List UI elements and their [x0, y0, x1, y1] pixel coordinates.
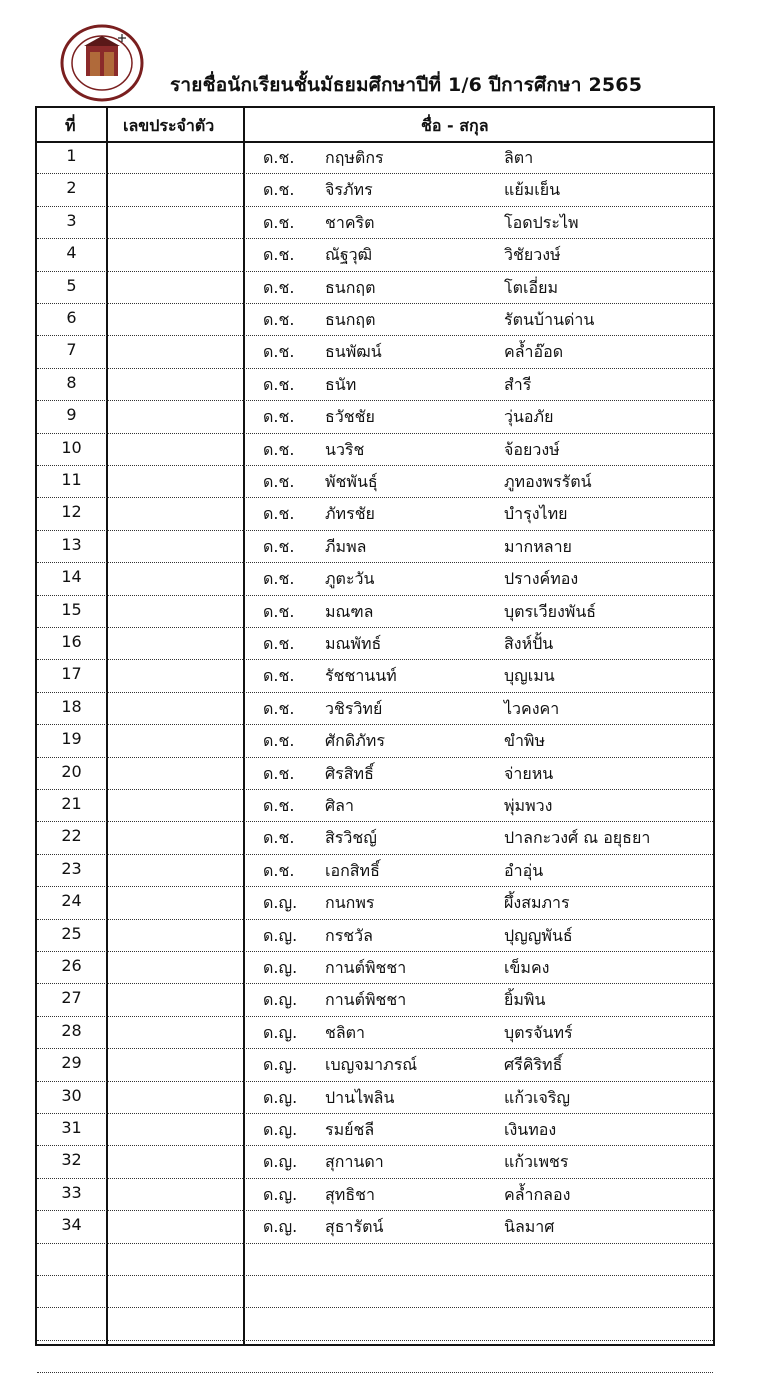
row-number: 8 — [66, 372, 77, 392]
student-roster-table — [35, 106, 715, 1346]
table-row — [37, 789, 713, 822]
last-name: ลิตา — [504, 148, 534, 167]
first-name: ธนพัฒน์ — [325, 342, 382, 362]
last-name: บุตรเวียงพันธ์ — [504, 601, 597, 621]
row-number: 33 — [61, 1182, 82, 1202]
name-prefix: ด.ช. — [263, 763, 295, 783]
row-number: 9 — [66, 405, 77, 425]
table-row — [37, 821, 713, 854]
last-name: วิชัยวงษ์ — [504, 245, 561, 265]
header-student-id: เลขประจำตัว — [123, 116, 215, 135]
first-name: มณฑล — [325, 601, 374, 621]
name-prefix: ด.ช. — [263, 536, 295, 556]
last-name: แก้วเพชร — [504, 1152, 569, 1172]
name-prefix: ด.ช. — [263, 504, 295, 524]
row-number: 30 — [61, 1085, 82, 1105]
table-row — [37, 1275, 713, 1308]
last-name: จ้อยวงษ์ — [504, 439, 560, 459]
last-name: แก้วเจริญ — [504, 1087, 571, 1107]
first-name: ศักดิภัทร — [325, 731, 385, 751]
name-prefix: ด.ช. — [263, 180, 295, 200]
table-row — [37, 335, 713, 368]
row-number: 12 — [61, 502, 82, 522]
row-number: 26 — [61, 956, 82, 975]
row-number: 5 — [66, 275, 77, 295]
first-name: กฤษติกร — [325, 148, 384, 167]
name-prefix: ด.ญ. — [263, 1217, 298, 1237]
first-name: สุกานดา — [325, 1152, 384, 1172]
table-row — [37, 919, 713, 952]
first-name: เบญจมาภรณ์ — [325, 1055, 418, 1075]
first-name: รมย์ชลี — [325, 1120, 375, 1139]
name-prefix: ด.ช. — [263, 212, 295, 232]
table-row — [37, 983, 713, 1016]
row-number: 10 — [61, 437, 82, 457]
first-name: ชาคริต — [325, 212, 375, 232]
name-prefix: ด.ช. — [263, 634, 295, 653]
name-prefix: ด.ช. — [263, 569, 295, 589]
last-name: อำอุ่น — [504, 860, 544, 880]
table-row — [37, 1307, 713, 1340]
table-row — [37, 1145, 713, 1178]
last-name: ยิ้มพิน — [504, 990, 546, 1010]
table-row — [37, 271, 713, 304]
first-name: กนกพร — [325, 893, 375, 913]
table-row — [37, 1081, 713, 1114]
last-name: ผึ้งสมภาร — [504, 893, 570, 913]
name-prefix: ด.ช. — [263, 342, 295, 362]
first-name: ภีมพล — [325, 536, 367, 556]
name-prefix: ด.ช. — [263, 698, 295, 718]
header-name: ชื่อ - สกุล — [421, 116, 489, 135]
name-prefix: ด.ช. — [263, 439, 295, 459]
row-number: 34 — [61, 1215, 82, 1235]
table-row — [37, 562, 713, 595]
name-prefix: ด.ช. — [263, 245, 295, 265]
last-name: บุตรจันทร์ — [504, 1022, 573, 1042]
row-number: 13 — [61, 534, 82, 554]
name-prefix: ด.ช. — [263, 601, 295, 621]
table-row — [37, 627, 713, 660]
last-name: บุญเมน — [504, 666, 555, 686]
table-row — [37, 497, 713, 530]
name-prefix: ด.ญ. — [263, 1120, 298, 1139]
first-name: รัชชานนท์ — [325, 666, 397, 686]
row-number: 3 — [66, 210, 77, 230]
last-name: ปุญญพันธ์ — [504, 925, 573, 945]
row-number: 15 — [61, 599, 82, 619]
name-prefix: ด.ญ. — [263, 1184, 298, 1204]
row-number: 31 — [61, 1118, 82, 1137]
table-row — [37, 1243, 713, 1276]
row-number: 27 — [61, 988, 82, 1008]
table-row — [37, 951, 713, 984]
table-row — [37, 400, 713, 433]
first-name: ณัฐวุฒิ — [325, 245, 373, 265]
row-number: 28 — [61, 1020, 82, 1040]
row-number: 4 — [66, 243, 77, 263]
row-number: 20 — [61, 761, 82, 781]
last-name: คล้ำกลอง — [504, 1184, 571, 1204]
last-name: สิงห์ปั้น — [504, 634, 554, 653]
first-name: มณพัทธ์ — [325, 634, 382, 653]
last-name: รัตนบ้านด่าน — [504, 310, 595, 329]
first-name: สุทธิชา — [325, 1184, 375, 1204]
name-prefix: ด.ญ. — [263, 958, 298, 977]
table-row — [37, 368, 713, 401]
name-prefix: ด.ช. — [263, 731, 295, 751]
last-name: ไวคงคา — [504, 698, 560, 718]
first-name: นวริช — [325, 439, 365, 459]
row-number: 16 — [61, 632, 82, 651]
first-name: ธวัชชัย — [325, 407, 375, 427]
name-prefix: ด.ช. — [263, 828, 295, 848]
row-number: 23 — [61, 858, 82, 878]
first-name: ธนกฤต — [325, 277, 376, 297]
name-prefix: ด.ช. — [263, 407, 295, 427]
name-prefix: ด.ญ. — [263, 1152, 298, 1172]
table-header — [37, 108, 713, 143]
page-title: รายชื่อนักเรียนชั้นมัธยมศึกษาปีที่ 1/6 ปีการศึกษา 2565 — [170, 74, 643, 96]
table-row — [37, 659, 713, 692]
first-name: ชลิตา — [325, 1022, 366, 1042]
last-name: แย้มเย็น — [504, 180, 561, 200]
name-prefix: ด.ญ. — [263, 1022, 298, 1042]
name-prefix: ด.ช. — [263, 374, 295, 394]
first-name: สิรวิชญ์ — [325, 828, 377, 848]
row-number: 6 — [66, 308, 77, 327]
table-row — [37, 206, 713, 239]
last-name: จ่ายหน — [504, 763, 554, 783]
first-name: กานต์พิชชา — [325, 990, 407, 1010]
first-name: เอกสิทธิ์ — [325, 860, 380, 880]
last-name: มากหลาย — [504, 536, 572, 556]
table-row — [37, 854, 713, 887]
table-row — [37, 1016, 713, 1049]
table-row — [37, 1340, 713, 1373]
name-prefix: ด.ญ. — [263, 1087, 298, 1107]
table-row — [37, 1048, 713, 1081]
table-row — [37, 303, 713, 336]
last-name: ศรีคิริทธิ์ — [504, 1055, 563, 1075]
last-name: ภูทองพรรัตน์ — [504, 472, 592, 491]
row-number: 32 — [61, 1150, 82, 1170]
row-number: 1 — [66, 146, 77, 165]
first-name: สุธารัตน์ — [325, 1217, 384, 1237]
row-number: 29 — [61, 1053, 82, 1073]
last-name: เข็มคง — [504, 958, 550, 977]
last-name: นิลมาศ — [504, 1217, 555, 1237]
last-name: พุ่มพวง — [504, 796, 553, 815]
table-row — [37, 692, 713, 725]
table-row — [37, 886, 713, 919]
row-number: 11 — [61, 470, 82, 489]
name-prefix: ด.ช. — [263, 277, 295, 297]
name-prefix: ด.ช. — [263, 148, 295, 167]
last-name: ปรางค์ทอง — [504, 569, 579, 589]
last-name: ขำพิษ — [504, 731, 546, 751]
table-row — [37, 1210, 713, 1243]
name-prefix: ด.ช. — [263, 310, 295, 329]
row-number: 18 — [61, 696, 82, 716]
row-number: 17 — [61, 664, 82, 684]
last-name: โอดประไพ — [504, 212, 579, 232]
last-name: เงินทอง — [504, 1120, 557, 1139]
name-prefix: ด.ญ. — [263, 990, 298, 1010]
header-no: ที่ — [65, 116, 76, 135]
last-name: วุ่นอภัย — [504, 407, 554, 427]
first-name: กานต์พิชชา — [325, 958, 407, 977]
first-name: ภัทรชัย — [325, 504, 375, 524]
last-name: โตเอี่ยม — [504, 277, 558, 297]
first-name: ปานไพลิน — [325, 1087, 395, 1107]
table-row — [37, 238, 713, 271]
name-prefix: ด.ช. — [263, 796, 295, 815]
row-number: 19 — [61, 729, 82, 749]
first-name: ธนัท — [325, 374, 357, 394]
name-prefix: ด.ญ. — [263, 925, 298, 945]
first-name: ศิลา — [325, 796, 354, 815]
table-row — [37, 465, 713, 498]
first-name: พัชพันธุ์ — [325, 472, 378, 491]
name-prefix: ด.ช. — [263, 666, 295, 686]
table-row — [37, 1178, 713, 1211]
last-name: สำรี — [504, 374, 532, 394]
row-number: 25 — [61, 923, 82, 943]
table-row — [37, 141, 713, 174]
table-row — [37, 1113, 713, 1146]
name-prefix: ด.ญ. — [263, 893, 298, 913]
last-name: คล้ำอ๊อด — [504, 342, 564, 362]
table-row — [37, 433, 713, 466]
row-number: 7 — [66, 340, 77, 360]
school-seal-logo — [60, 24, 144, 102]
name-prefix: ด.ช. — [263, 860, 295, 880]
table-row — [37, 724, 713, 757]
first-name: จิรภัทร — [325, 180, 373, 200]
first-name: ศิรสิทธิ์ — [325, 763, 374, 783]
table-row — [37, 595, 713, 628]
last-name: ปาลกะวงศ์ ณ อยุธยา — [504, 828, 651, 848]
name-prefix: ด.ช. — [263, 472, 295, 491]
table-row — [37, 757, 713, 790]
last-name: บำรุงไทย — [504, 504, 568, 524]
name-prefix: ด.ญ. — [263, 1055, 298, 1075]
table-row — [37, 173, 713, 206]
row-number: 21 — [61, 794, 82, 813]
first-name: กรชวัล — [325, 925, 373, 945]
first-name: ภูตะวัน — [325, 569, 375, 589]
first-name: ธนกฤต — [325, 310, 376, 329]
row-number: 2 — [66, 178, 77, 198]
row-number: 22 — [61, 826, 82, 846]
table-row — [37, 530, 713, 563]
first-name: วชิรวิทย์ — [325, 698, 383, 718]
row-number: 14 — [61, 567, 82, 587]
row-number: 24 — [61, 891, 82, 911]
